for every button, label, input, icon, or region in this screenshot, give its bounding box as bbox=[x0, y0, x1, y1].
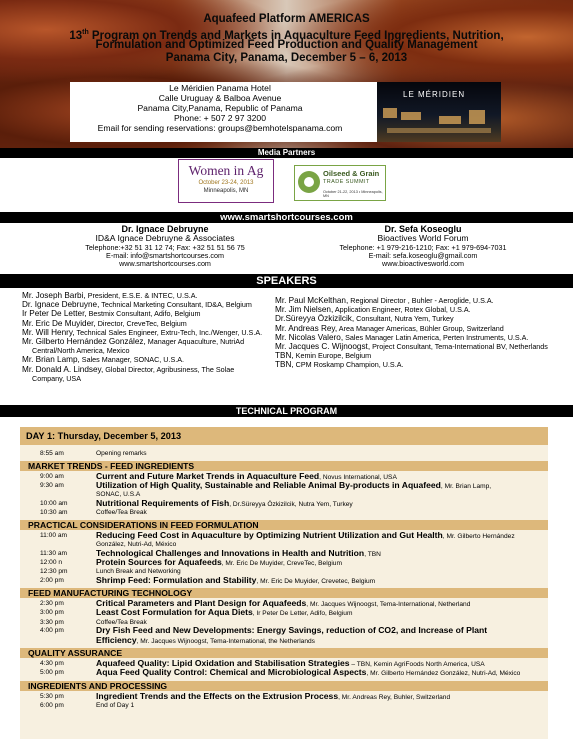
speaker-title: CPM Roskamp Champion, U.S.A. bbox=[293, 360, 404, 370]
session-time: 4:00 pm bbox=[40, 627, 64, 635]
speaker-title: Kemin Europe, Belgium bbox=[293, 351, 372, 361]
session-details: Opening remarks bbox=[96, 450, 147, 457]
session-details: , Dr.Süreyya Özkizilcik, Nutra Yem, Turkey bbox=[229, 500, 353, 508]
session-details: Coffee/Tea Break bbox=[96, 509, 147, 517]
session-title: Current and Future Market Trends in Aquaculture Feed bbox=[96, 470, 320, 481]
speaker-title: Manager Aquaculture, NutriAd bbox=[145, 337, 245, 347]
hotel-window bbox=[401, 112, 421, 120]
header-line-4: Panama City, Panama, December 5 – 6, 2013 bbox=[165, 52, 408, 64]
speaker-name: Mr. Brian Lamp, bbox=[22, 355, 80, 365]
contact-web[interactable]: www.bioactivesworld.com bbox=[382, 259, 464, 269]
hotel-entrance-light bbox=[387, 128, 491, 133]
session-body bbox=[96, 702, 540, 709]
speaker-item bbox=[22, 309, 272, 318]
session-time: 9:00 am bbox=[40, 472, 64, 480]
session-time: 11:30 am bbox=[40, 549, 68, 557]
program-section-header: FEED MANUFACTURING TECHNOLOGY bbox=[20, 588, 548, 598]
session-title: Reducing Feed Cost in Aquaculture by Optimizing Nutrient Utilization and Gut Health bbox=[96, 529, 443, 540]
speaker-name: Mr. Paul McKelthan, bbox=[275, 296, 349, 305]
contact-web[interactable]: www.smartshortcourses.com bbox=[119, 259, 211, 269]
session-body bbox=[96, 669, 540, 677]
speaker-title: President, E.S.E. & INTEC, U.S.A. bbox=[85, 291, 198, 300]
speaker-name: Mr. Andreas Rey, bbox=[275, 323, 338, 333]
speaker-item bbox=[22, 337, 272, 346]
session-title: Dry Fish Feed and New Developments: Energy Savings, reduction of CO2, and Increase of Plant bbox=[96, 625, 488, 636]
speaker-name: Mr. Joseph Barbi, bbox=[22, 291, 86, 300]
session-time: 3:30 pm bbox=[40, 618, 64, 626]
session-time: 5:00 pm bbox=[40, 669, 64, 677]
session-time: 2:00 pm bbox=[40, 576, 64, 584]
contact-phone: Telephone: +1 979-216-1210; Fax: +1 979-694-7031 bbox=[339, 242, 507, 252]
speaker-title: Director, CreveTec, Belgium bbox=[95, 318, 187, 328]
session-body bbox=[96, 479, 540, 490]
speaker-name: Dr. Ignace Debruyne, bbox=[22, 300, 100, 310]
header-line-3: Formulation and Optimized Feed Production and Quality Management bbox=[95, 39, 478, 51]
session-title: Least Cost Formulation for Aqua Diets bbox=[96, 607, 253, 618]
header-line-1: Aquafeed Platform AMERICAS bbox=[203, 13, 370, 25]
session-body bbox=[96, 450, 540, 457]
speaker-name: Dr.Süreyya Özkizilcik, bbox=[275, 314, 355, 324]
speaker-item bbox=[275, 324, 565, 333]
speaker-title: Sales Manager Latin America, Perten Instruments, U.S.A. bbox=[343, 332, 529, 342]
oilseed-grain-emblem-icon bbox=[298, 171, 320, 193]
wia-place: Minneapolis, MN bbox=[203, 188, 249, 194]
speaker-name: Mr. Jim Nielsen, bbox=[275, 305, 334, 315]
hotel-name: Le Méridien Panama Hotel bbox=[169, 83, 271, 93]
session-details: , Mr. Gilberto Hernández González, Nutri-Ad, México bbox=[366, 670, 521, 678]
speaker-item bbox=[22, 374, 272, 383]
session-time: 5:30 pm bbox=[40, 692, 64, 700]
contact-email[interactable]: E-mail: sefa.koseoglu@gmail.com bbox=[368, 251, 478, 260]
session-title: Ingredient Trends and the Effects on the Extrusion Process bbox=[96, 690, 339, 701]
contact-org: ID&A Ignace Debruyne & Associates bbox=[95, 233, 235, 243]
hotel-info-text bbox=[70, 83, 370, 133]
session-time: 12:30 pm bbox=[40, 568, 68, 576]
speaker-item bbox=[275, 360, 565, 369]
speakers-right-column bbox=[275, 296, 565, 370]
speaker-item bbox=[22, 346, 272, 355]
session-time: 10:00 am bbox=[40, 499, 68, 507]
hotel-photo bbox=[377, 82, 501, 142]
speaker-name: Mr. Eric De Muyider, bbox=[22, 318, 96, 328]
speaker-item bbox=[22, 300, 272, 309]
contact-name: Dr. Sefa Koseoglu bbox=[384, 224, 462, 234]
speaker-name: Ir Peter De Letter, bbox=[22, 309, 87, 319]
speaker-title: Consultant, Nutra Yem, Turkey bbox=[354, 314, 454, 324]
contact-koseoglu bbox=[318, 224, 528, 269]
hotel-window bbox=[469, 110, 485, 124]
women-in-ag-logo[interactable] bbox=[178, 159, 274, 203]
session-details: – TBN, Kemin AgriFoods North America, USA bbox=[349, 660, 485, 668]
session-details: , Mr. Brian Lamp, bbox=[440, 482, 492, 490]
session-body bbox=[96, 627, 540, 635]
session-title: Protein Sources for Aquafeeds bbox=[96, 556, 222, 567]
session-body bbox=[96, 509, 540, 516]
session-time: 10:30 am bbox=[40, 509, 68, 517]
hotel-window bbox=[439, 116, 461, 124]
session-details: Coffee/Tea Break bbox=[96, 618, 147, 626]
speaker-name: Mr. Jacques C. Wijnoogst, bbox=[275, 342, 371, 352]
program-section-header: QUALITY ASSURANCE bbox=[20, 648, 548, 658]
contact-name: Dr. Ignace Debruyne bbox=[121, 224, 209, 234]
session-details: Lunch Break and Networking bbox=[96, 568, 181, 576]
speaker-title: Technical Sales Engineer, Extru-Tech, Inc./Wenger, U.S.A. bbox=[74, 327, 263, 337]
session-time: 3:00 pm bbox=[40, 609, 64, 617]
session-body bbox=[96, 690, 540, 701]
wia-date: October 23-24, 2013 bbox=[198, 180, 254, 186]
website-bar[interactable]: www.smartshortcourses.com bbox=[0, 212, 573, 223]
session-title: Efficiency bbox=[96, 634, 137, 645]
speaker-title: Project Consultant, Tema-International BV, Netherlands bbox=[370, 342, 548, 352]
session-details: SONAC, U.S.A bbox=[96, 491, 141, 499]
og-date: October 21-22, 2013 • Minneapolis, MN bbox=[323, 190, 383, 198]
speaker-title: Sales Manager, SONAC, U.S.A. bbox=[79, 355, 185, 365]
session-time: 9:30 am bbox=[40, 481, 64, 489]
speaker-item bbox=[275, 333, 565, 342]
session-details: , Mr. Eric De Muyider, Crevetec, Belgium bbox=[256, 577, 376, 585]
hotel-phone: Phone: + 507 2 97 3200 bbox=[174, 113, 266, 123]
session-title: Aquafeed Quality: Lipid Oxidation and Stabilisation Strategies bbox=[96, 657, 350, 668]
speaker-item bbox=[22, 291, 272, 300]
media-partners-bar: Media Partners bbox=[0, 148, 573, 158]
session-body bbox=[96, 497, 540, 508]
speakers-bar: SPEAKERS bbox=[0, 274, 573, 288]
session-details: , Mr. Andreas Rey, Buhler, Switzerland bbox=[338, 693, 451, 701]
session-title: Shrimp Feed: Formulation and Stability bbox=[96, 574, 257, 585]
session-body bbox=[96, 529, 540, 540]
session-time: 8:55 am bbox=[40, 450, 64, 457]
session-details: , Mr. Gilberto Hernández bbox=[442, 532, 515, 540]
og-subtitle: TRADE SUMMIT bbox=[323, 179, 370, 185]
wia-title: Women in Ag bbox=[188, 163, 264, 178]
session-time: 12:00 n bbox=[40, 558, 62, 566]
speaker-name: Mr. Donald A. Lindsey, bbox=[22, 364, 104, 374]
speaker-name: Mr. Nicolas Valero, bbox=[275, 332, 344, 342]
session-body bbox=[96, 634, 540, 645]
session-body bbox=[96, 609, 540, 617]
session-title: Technological Challenges and Innovations in Health and Nutrition bbox=[96, 547, 365, 558]
speaker-name: TBN, bbox=[275, 360, 294, 370]
hotel-city: Panama City,Panama, Republic of Panama bbox=[137, 103, 303, 113]
og-title: Oilseed & Grain bbox=[323, 169, 380, 178]
contact-email[interactable]: E-mail: info@smartshortcourses.com bbox=[106, 251, 224, 260]
speaker-title: Bestmix Consultant, Adifo, Belgium bbox=[86, 309, 201, 319]
program-section-header: PRACTICAL CONSIDERATIONS IN FEED FORMULATION bbox=[20, 520, 548, 530]
header-line-2: 13th Program on Trends and Markets in Aquaculture Feed Ingredients, Nutrition, bbox=[69, 29, 504, 42]
session-details: , TBN bbox=[364, 550, 381, 558]
technical-program-bar: TECHNICAL PROGRAM bbox=[0, 405, 573, 417]
contact-org: Bioactives World Forum bbox=[377, 233, 469, 243]
session-details: , Mr. Jacques Wijnoogst, Tema-International, Netherland bbox=[306, 601, 471, 609]
speaker-name: Mr. Will Henry, bbox=[22, 327, 75, 337]
speaker-title: Area Manager Americas, Bühler Group, Switzerland bbox=[337, 323, 504, 333]
session-body bbox=[96, 574, 540, 585]
speaker-item bbox=[22, 355, 272, 364]
speaker-name: TBN, bbox=[275, 351, 294, 361]
session-details: , Mr. Eric De Muyider, CreveTec, Belgium bbox=[221, 559, 342, 567]
session-title: Aqua Feed Quality Control: Chemical and Microbiological Aspects bbox=[96, 667, 367, 678]
oilseed-grain-logo[interactable] bbox=[294, 165, 386, 201]
speaker-item bbox=[275, 296, 565, 305]
day-1-header: DAY 1: Thursday, December 5, 2013 bbox=[20, 427, 548, 445]
hotel-photo-sign: LE MÉRIDIEN bbox=[403, 90, 466, 99]
session-details: , Mr. Jacques Wijnoogst, Tema-International, the Netherlands bbox=[136, 637, 315, 645]
session-details: End of Day 1 bbox=[96, 701, 135, 709]
contact-phone: Telephone:+32 51 31 12 74; Fax: +32 51 51 56 75 bbox=[85, 242, 245, 252]
speaker-item bbox=[22, 319, 272, 328]
session-details: González, Nutri-Ad, México bbox=[96, 541, 177, 548]
contact-debruyne bbox=[70, 224, 260, 269]
speaker-item bbox=[22, 328, 272, 337]
speaker-item bbox=[275, 342, 565, 351]
header-banner bbox=[0, 0, 573, 148]
speaker-item bbox=[275, 351, 565, 360]
session-title: Critical Parameters and Plant Design for Aquafeeds bbox=[96, 598, 307, 609]
session-title: Utilization of High Quality, Sustainable and Reliable Animal By-products in Aquafeed bbox=[96, 479, 441, 490]
hotel-email[interactable]: Email for sending reservations: groups@bemhotelspanama.com bbox=[97, 123, 343, 133]
session-details: , Ir Peter De Letter, Adifo, Belgium bbox=[252, 610, 353, 618]
speaker-title: Application Engineer, Rotex Global, U.S.A. bbox=[333, 305, 471, 315]
speaker-item bbox=[275, 314, 565, 323]
hotel-info-box bbox=[70, 82, 501, 142]
speaker-title: Regional Director , Buhler - Aeroglide, U.S.A. bbox=[348, 296, 494, 305]
speaker-item bbox=[22, 365, 272, 374]
speaker-name: Mr. Gilberto Hernández González, bbox=[22, 337, 146, 347]
speakers-left-column bbox=[22, 291, 272, 383]
session-time: 2:30 pm bbox=[40, 600, 64, 608]
session-time: 4:30 pm bbox=[40, 659, 64, 667]
session-title: Nutritional Requirements of Fish bbox=[96, 497, 230, 508]
session-body bbox=[96, 556, 540, 567]
session-details: , Novus International, USA bbox=[319, 473, 397, 481]
program-section-header: MARKET TRENDS - FEED INGREDIENTS bbox=[20, 461, 548, 471]
program-section-header: INGREDIENTS AND PROCESSING bbox=[20, 681, 548, 691]
speaker-title: Global Director, Agribusiness, The Solae bbox=[103, 364, 235, 374]
hotel-street: Calle Uruguay & Balboa Avenue bbox=[158, 93, 282, 103]
hotel-window bbox=[383, 108, 397, 118]
speaker-title: Technical Marketing Consultant, ID&A, Belgium bbox=[99, 300, 252, 310]
session-time: 6:00 pm bbox=[40, 701, 64, 709]
session-time: 11:00 am bbox=[40, 531, 68, 539]
speaker-title: Central/North America, Mexico bbox=[32, 346, 130, 356]
speaker-title: Company, USA bbox=[32, 373, 81, 383]
